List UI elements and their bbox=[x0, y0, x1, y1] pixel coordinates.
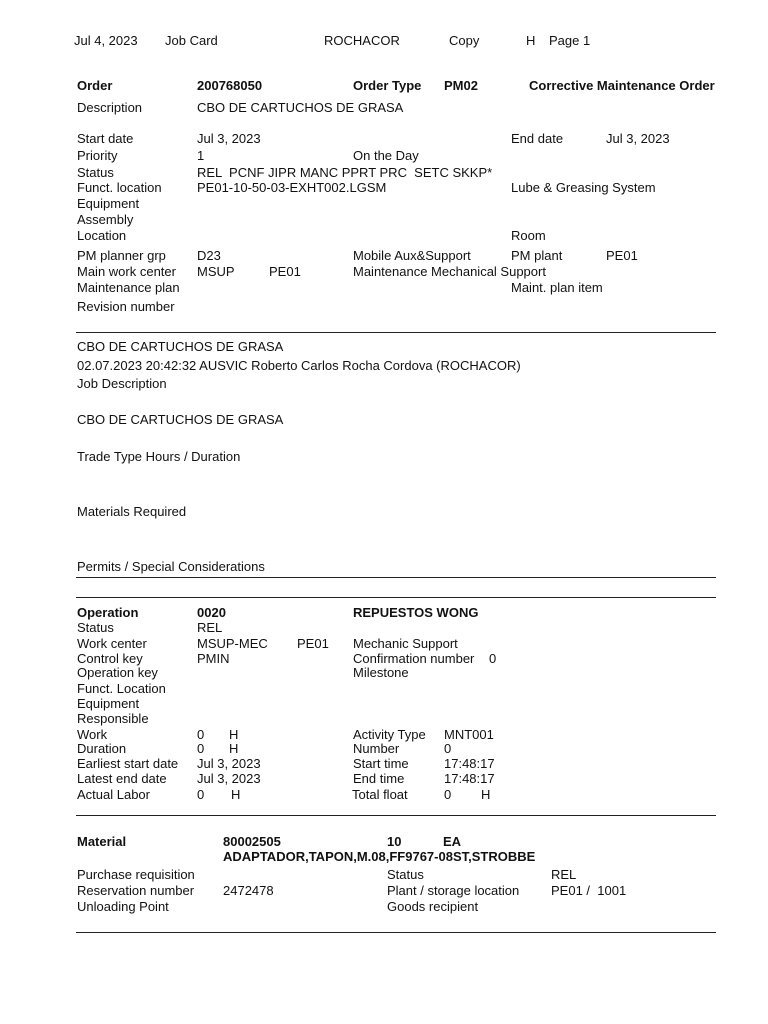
material-status-label: Status bbox=[387, 867, 424, 882]
copy-code: H bbox=[526, 33, 536, 48]
order-type-desc: Corrective Maintenance Order bbox=[529, 78, 715, 93]
divider bbox=[76, 597, 716, 598]
main-work-center-plant: PE01 bbox=[269, 264, 301, 279]
pm-plant: PE01 bbox=[606, 248, 638, 263]
revision-number-label: Revision number bbox=[77, 299, 175, 314]
order-status: REL PCNF JIPR MANC PPRT PRC SETC SKKP* bbox=[197, 165, 493, 180]
permits-label: Permits / Special Considerations bbox=[77, 559, 265, 574]
order-type: PM02 bbox=[444, 78, 478, 93]
end-date: Jul 3, 2023 bbox=[606, 131, 670, 146]
funct-location-desc: Lube & Greasing System bbox=[511, 180, 656, 195]
start-date-label: Start date bbox=[77, 131, 134, 146]
description-label: Description bbox=[77, 100, 143, 115]
start-date: Jul 3, 2023 bbox=[197, 131, 261, 146]
actual-labor-unit: H bbox=[231, 787, 241, 802]
order-type-label: Order Type bbox=[353, 78, 422, 93]
material-label: Material bbox=[77, 834, 127, 849]
goods-recipient-label: Goods recipient bbox=[387, 899, 479, 914]
op-funct-location-label: Funct. Location bbox=[77, 681, 166, 696]
plant-storage-label: Plant / storage location bbox=[387, 883, 520, 898]
work-value: 0 bbox=[197, 727, 205, 742]
main-work-center-label: Main work center bbox=[77, 264, 176, 279]
purchase-requisition-label: Purchase requisition bbox=[77, 867, 195, 882]
control-key: PMIN bbox=[197, 651, 230, 666]
activity-type-label: Activity Type bbox=[353, 727, 426, 742]
responsible-label: Responsible bbox=[77, 711, 149, 726]
earliest-start-label: Earliest start date bbox=[77, 756, 179, 771]
main-work-center-desc: Maintenance Mechanical Support bbox=[353, 264, 546, 279]
notes-title: CBO DE CARTUCHOS DE GRASA bbox=[77, 339, 284, 354]
work-center-plant: PE01 bbox=[297, 636, 329, 651]
pm-planner-label: PM planner grp bbox=[77, 248, 166, 263]
reservation-number-label: Reservation number bbox=[77, 883, 195, 898]
control-key-label: Control key bbox=[77, 651, 143, 666]
total-float-label: Total float bbox=[352, 787, 408, 802]
user-id: ROCHACOR bbox=[324, 33, 400, 48]
op-equipment-label: Equipment bbox=[77, 696, 140, 711]
status-label: Status bbox=[77, 165, 114, 180]
total-float-value: 0 bbox=[444, 787, 452, 802]
pm-planner: D23 bbox=[197, 248, 221, 263]
duration-value: 0 bbox=[197, 741, 205, 756]
funct-location: PE01-10-50-03-EXHT002.LGSM bbox=[197, 180, 387, 195]
actual-labor-value: 0 bbox=[197, 787, 205, 802]
duration-unit: H bbox=[229, 741, 239, 756]
priority: 1 bbox=[197, 148, 205, 163]
priority-desc: On the Day bbox=[353, 148, 419, 163]
document-type: Job Card bbox=[165, 33, 218, 48]
assembly-label: Assembly bbox=[77, 212, 134, 227]
material-quantity: 10 bbox=[387, 834, 402, 849]
material-number: 80002505 bbox=[223, 834, 281, 849]
operation-key-label: Operation key bbox=[77, 665, 158, 680]
pm-planner-desc: Mobile Aux&Support bbox=[353, 248, 471, 263]
print-date: Jul 4, 2023 bbox=[74, 33, 138, 48]
room-label: Room bbox=[511, 228, 546, 243]
latest-end-date: Jul 3, 2023 bbox=[197, 771, 261, 786]
maintenance-plan-label: Maintenance plan bbox=[77, 280, 180, 295]
equipment-label: Equipment bbox=[77, 196, 140, 211]
maint-plan-item-label: Maint. plan item bbox=[511, 280, 603, 295]
divider bbox=[76, 932, 716, 933]
latest-end-label: Latest end date bbox=[77, 771, 167, 786]
operation-desc: REPUESTOS WONG bbox=[353, 605, 479, 620]
pm-plant-label: PM plant bbox=[511, 248, 563, 263]
work-center: MSUP-MEC bbox=[197, 636, 268, 651]
plant-storage: PE01 / 1001 bbox=[551, 883, 627, 898]
start-time-label: Start time bbox=[353, 756, 409, 771]
notes-log-line: 02.07.2023 20:42:32 AUSVIC Roberto Carlos Rocha Cordova (ROCHACOR) bbox=[77, 358, 521, 373]
number-label: Number bbox=[353, 741, 400, 756]
job-description: CBO DE CARTUCHOS DE GRASA bbox=[77, 412, 284, 427]
milestone-label: Milestone bbox=[353, 665, 409, 680]
confirmation-number-label: Confirmation number bbox=[353, 651, 475, 666]
work-label: Work bbox=[77, 727, 108, 742]
work-center-label: Work center bbox=[77, 636, 147, 651]
priority-label: Priority bbox=[77, 148, 118, 163]
trade-type-label: Trade Type Hours / Duration bbox=[77, 449, 241, 464]
op-status: REL bbox=[197, 620, 223, 635]
unloading-point-label: Unloading Point bbox=[77, 899, 169, 914]
total-float-unit: H bbox=[481, 787, 491, 802]
order-number: 200768050 bbox=[197, 78, 263, 93]
reservation-number: 2472478 bbox=[223, 883, 274, 898]
work-unit: H bbox=[229, 727, 239, 742]
number-value: 0 bbox=[444, 741, 452, 756]
operation-number: 0020 bbox=[197, 605, 226, 620]
op-status-label: Status bbox=[77, 620, 114, 635]
materials-required-label: Materials Required bbox=[77, 504, 187, 519]
earliest-start-date: Jul 3, 2023 bbox=[197, 756, 261, 771]
material-status: REL bbox=[551, 867, 577, 882]
confirmation-number: 0 bbox=[489, 651, 497, 666]
work-center-desc: Mechanic Support bbox=[353, 636, 458, 651]
page-number: Page 1 bbox=[549, 33, 591, 48]
copy-label: Copy bbox=[449, 33, 480, 48]
start-time: 17:48:17 bbox=[444, 756, 495, 771]
order-label: Order bbox=[77, 78, 113, 93]
funct-location-label: Funct. location bbox=[77, 180, 162, 195]
end-time-label: End time bbox=[353, 771, 405, 786]
divider bbox=[76, 577, 716, 578]
end-date-label: End date bbox=[511, 131, 564, 146]
operation-label: Operation bbox=[77, 605, 139, 620]
material-unit: EA bbox=[443, 834, 462, 849]
job-description-label: Job Description bbox=[77, 376, 167, 391]
location-label: Location bbox=[77, 228, 127, 243]
actual-labor-label: Actual Labor bbox=[77, 787, 150, 802]
activity-type: MNT001 bbox=[444, 727, 494, 742]
divider bbox=[76, 332, 716, 333]
order-description: CBO DE CARTUCHOS DE GRASA bbox=[197, 100, 404, 115]
divider bbox=[76, 815, 716, 816]
duration-label: Duration bbox=[77, 741, 127, 756]
main-work-center: MSUP bbox=[197, 264, 235, 279]
end-time: 17:48:17 bbox=[444, 771, 495, 786]
material-desc: ADAPTADOR,TAPON,M.08,FF9767-08ST,STROBBE bbox=[223, 849, 536, 864]
